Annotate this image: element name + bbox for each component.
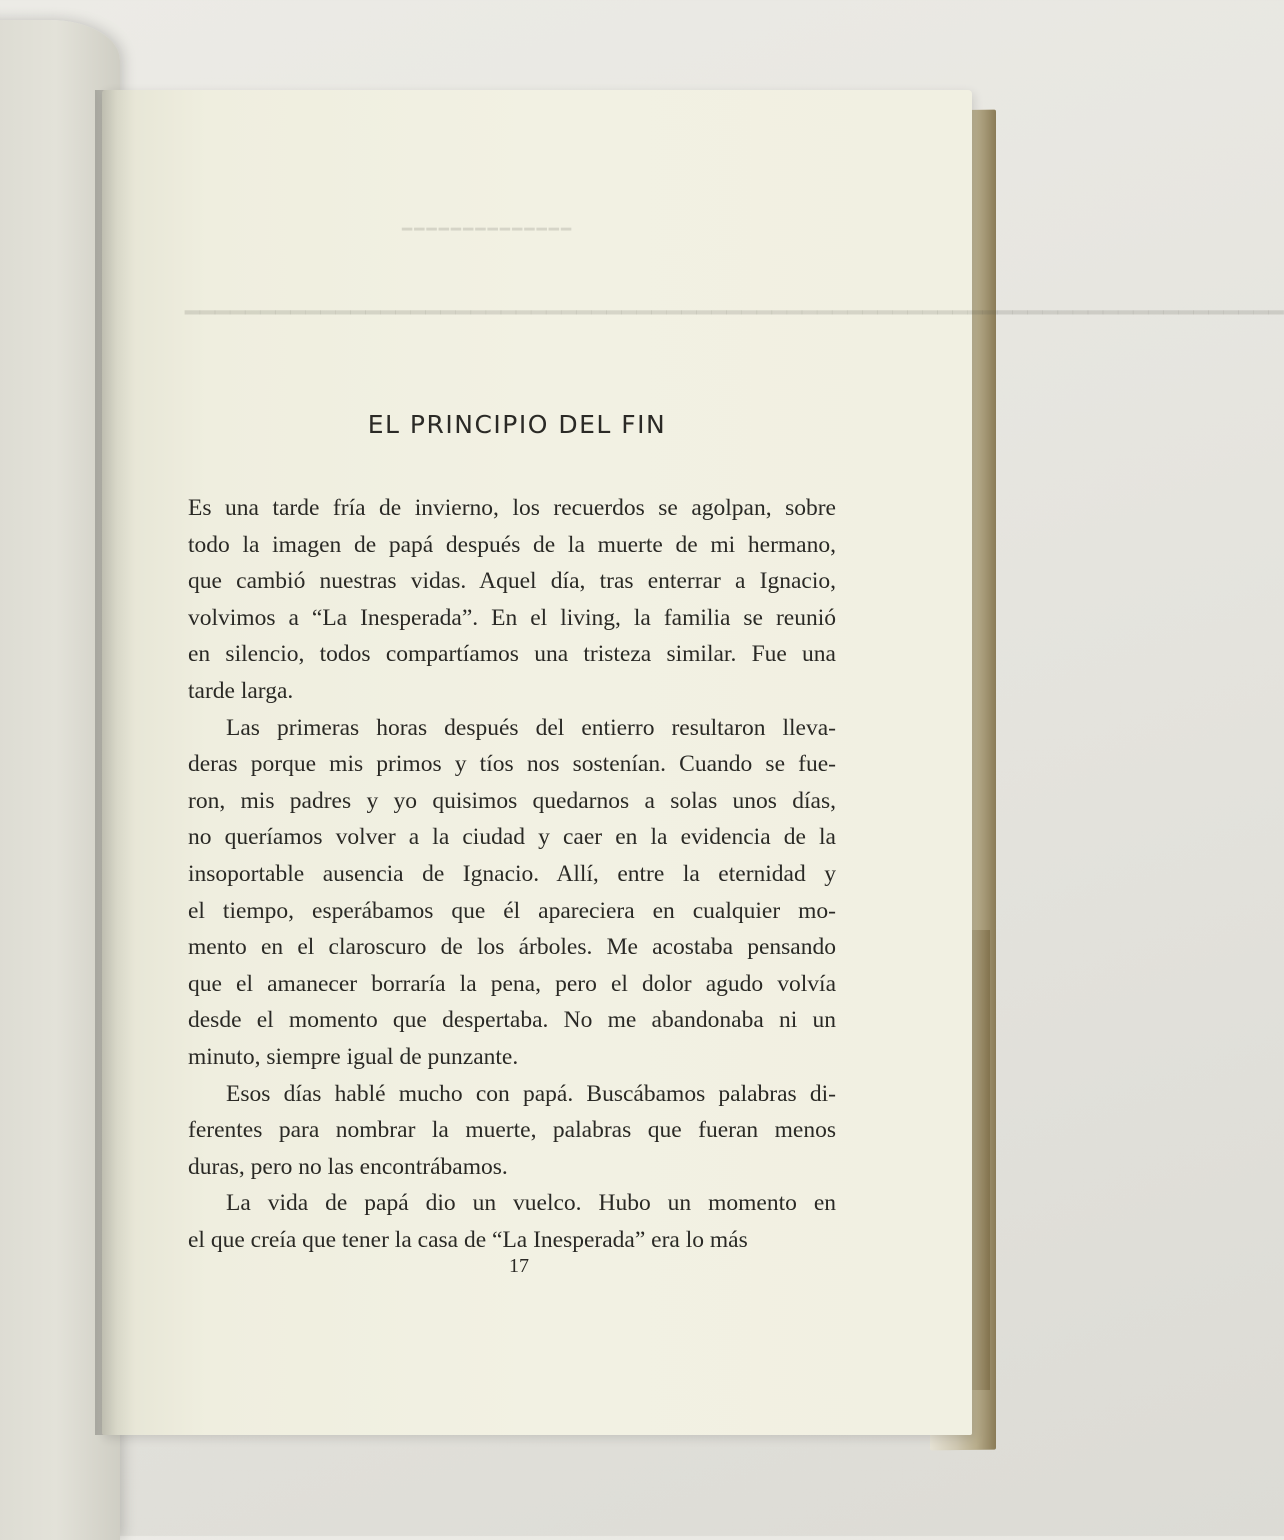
text-line: ferentes para nombrar la muerte, palabras que fueran menos: [188, 1117, 836, 1144]
paragraph: [188, 1185, 836, 1258]
text-line: desde el momento que despertaba. No me abandonaba ni un: [188, 1007, 836, 1034]
text-line: duras, pero no las encontrábamos.: [188, 1153, 508, 1180]
text-line: Las primeras horas después del entierro resultaron lleva-: [226, 714, 836, 741]
text-line: Esos días hablé mucho con papá. Buscábamos palabras di-: [226, 1080, 836, 1107]
text-line: deras porque mis primos y tíos nos sostenían. Cuando se fue-: [188, 751, 836, 778]
text-line: que cambió nuestras vidas. Aquel día, tras enterrar a Ignacio,: [188, 568, 836, 595]
text-line: todo la imagen de papá después de la muerte de mi hermano,: [188, 531, 836, 558]
text-line: que el amanecer borraría la pena, pero el dolor agudo volvía: [188, 970, 836, 997]
text-line: La vida de papá dio un vuelco. Hubo un momento en: [226, 1190, 836, 1217]
text-line: en silencio, todos compartíamos una tristeza similar. Fue una: [188, 641, 836, 668]
show-through-header: ━━━━━━━━━━━━━━: [400, 220, 572, 240]
paragraph: [188, 1076, 836, 1186]
text-line: el que creía que tener la casa de “La Inesperada” era lo más: [188, 1226, 748, 1253]
chapter-title: EL PRINCIPIO DEL FIN: [367, 410, 667, 439]
page-number: 17: [509, 1255, 529, 1277]
text-line: tarde larga.: [188, 677, 294, 704]
paragraph: [188, 710, 836, 1076]
text-line: el tiempo, esperábamos que él apareciera en cualquier mo-: [188, 897, 836, 924]
gutter-shadow: [95, 90, 135, 1435]
text-line: mento en el claroscuro de los árboles. Me acostaba pensando: [188, 934, 836, 961]
text-line: volvimos a “La Inesperada”. En el living, la familia se reunió: [188, 604, 836, 631]
text-line: no queríamos volver a la ciudad y caer en la evidencia de la: [188, 824, 836, 851]
body-text: [188, 490, 836, 1258]
text-line: minuto, siempre igual de punzante.: [188, 1043, 519, 1070]
text-line: ron, mis padres y yo quisimos quedarnos a solas unos días,: [188, 787, 836, 814]
text-line: insoportable ausencia de Ignacio. Allí, entre la eternidad y: [188, 860, 836, 887]
paragraph: [188, 490, 836, 710]
show-through-line: ━━━━━━━━━━━━━━━━━━━━━━━━━━━━━━━━━━━━━━━━━━━━━━━━━━━━━━━━━━━━━━━━━━━━━━━━━: [185, 298, 1284, 327]
text-line: Es una tarde fría de invierno, los recuerdos se agolpan, sobre: [188, 495, 836, 521]
